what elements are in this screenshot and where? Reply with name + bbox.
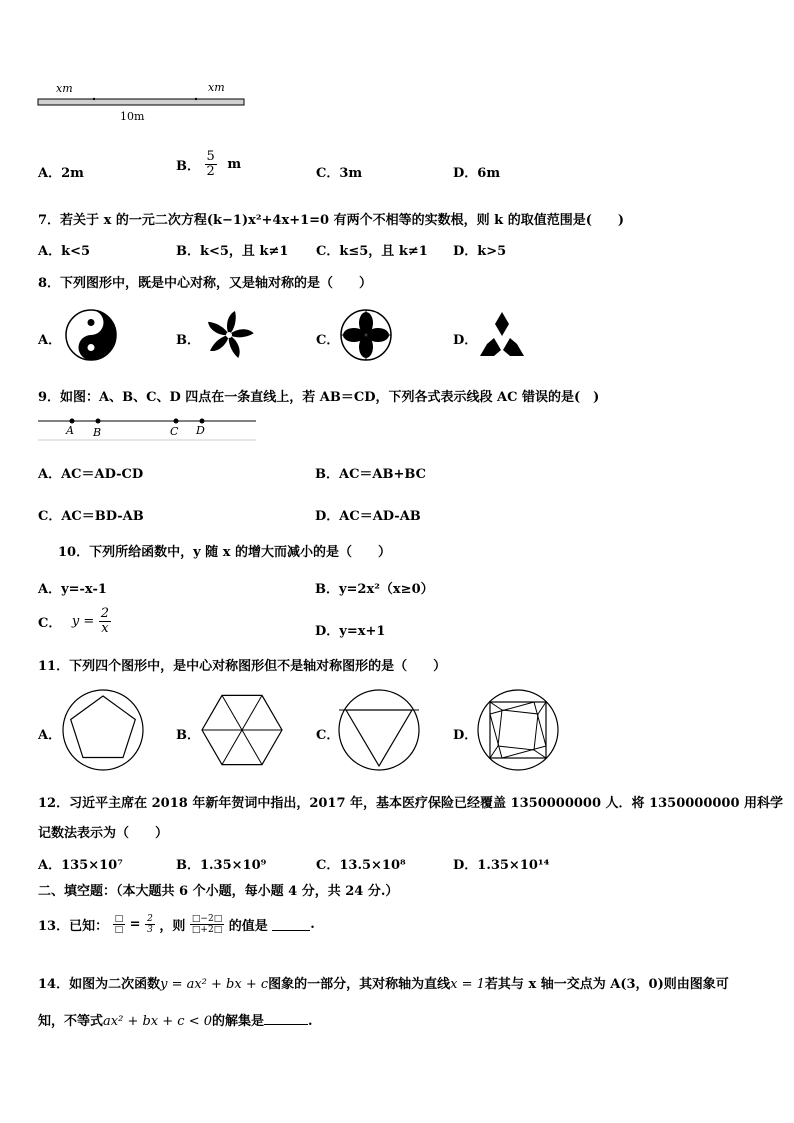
q14-answer-blank[interactable]: [264, 1012, 308, 1025]
q11-stem: 11．下列四个图形中，是中心对称图形但不是轴对称图形的是（ ）: [38, 659, 447, 674]
q10-option-c-letter: C．: [38, 616, 62, 631]
q10-option-d[interactable]: D．y=x+1: [315, 624, 386, 639]
q8-stem: 8．下列图形中，既是中心对称，又是轴对称的是（ ）: [38, 276, 373, 291]
q10-option-c-lhs: y =: [71, 614, 95, 629]
q9-stem: 9．如图：A、B、C、D 四点在一条直线上，若 AB＝CD，下列各式表示线段 AC 错误的是( ): [38, 390, 600, 405]
yin-yang-icon: [64, 308, 118, 362]
q12-option-a[interactable]: A．135×10⁷: [38, 858, 123, 873]
q14-line1-c: 若其与 x 轴一交点为 A(3，0)则由图象可: [484, 977, 729, 992]
q7-option-a[interactable]: A．k<5: [38, 244, 91, 259]
q9-option-c[interactable]: C．AC＝BD-AB: [38, 509, 144, 524]
hexagon-triangles-icon: [199, 690, 285, 770]
point-label-b: B: [93, 426, 102, 439]
square-pinwheel-in-circle-icon: [476, 688, 560, 772]
section-heading: 二、填空题：（本大题共 6 个小题，每小题 4 分，共 24 分.）: [38, 884, 399, 899]
q6-option-b-unit: m: [227, 157, 242, 172]
q6-option-b-fraction: [205, 150, 217, 179]
q8-option-d[interactable]: D．: [453, 333, 478, 348]
q7-option-d[interactable]: D．k>5: [453, 244, 507, 259]
q13-suffix: 的值是: [228, 919, 268, 934]
q13-f2-num: 2: [147, 914, 153, 924]
q13-prefix: 13．已知：: [38, 919, 109, 934]
triangle-in-circle-icon: [337, 688, 421, 772]
point-label-a: A: [66, 424, 74, 437]
q7-option-b[interactable]: B．k<5，且 k≠1: [176, 244, 289, 259]
q14-line2-a: 知，不等式: [38, 1014, 104, 1029]
q13: 13．已知： $\frac{□}{□}$ = $\frac{2}{3}$ ，则 $\frac{□-2□}{□+2□}$ 的值是 .: [38, 914, 315, 935]
q14-line1-expr: y = ax² + bx + c: [160, 977, 269, 992]
label-length: 10m: [120, 110, 145, 123]
point-label-d: D: [196, 424, 205, 437]
q9-option-b[interactable]: B．AC＝AB+BC: [315, 467, 426, 482]
q14-line1: [38, 973, 729, 992]
pentagon-in-circle-icon: [61, 688, 145, 772]
q6-option-c[interactable]: C．3m: [316, 166, 363, 181]
q10-c-num: 2: [100, 606, 110, 621]
q6-option-d[interactable]: D．6m: [453, 166, 501, 181]
q10-c-den: x: [101, 621, 109, 636]
q10-option-c-fraction: [99, 607, 111, 636]
three-diamonds-icon: [476, 310, 528, 358]
q13-fraction-1: [113, 914, 126, 935]
q11-option-d[interactable]: D．: [453, 728, 478, 743]
q10-stem: 10．下列所给函数中，y 随 x 的增大而减小的是（ ）: [58, 545, 391, 560]
point-label-c: C: [170, 425, 179, 438]
q12-option-b[interactable]: B．1.35×10⁹: [176, 858, 267, 873]
q13-f1-den: □: [114, 925, 124, 935]
q7-option-c[interactable]: C．k≤5，且 k≠1: [316, 244, 428, 259]
q6-b-den: 2: [206, 164, 215, 179]
q14-line2: 知，不等式ax² + bx + c < 0的解集是 .: [38, 1014, 313, 1029]
four-leaf-circle-icon: [339, 308, 393, 362]
q6-option-a[interactable]: A．2m: [38, 166, 84, 181]
q6-option-b-letter: B．: [176, 159, 200, 174]
q12-stem-line1: 12．习近平主席在 2018 年新年贺词中指出，2017 年，基本医疗保险已经覆盖 1350000000 人．将 1350000000 用科学: [38, 796, 784, 811]
label-xm-left: xm: [56, 82, 73, 95]
q8-option-b[interactable]: B．: [176, 333, 200, 348]
q10-option-c[interactable]: [38, 607, 111, 636]
q11-option-c[interactable]: C．: [316, 728, 340, 743]
q14-line2-expr: ax² + bx + c < 0: [103, 1014, 212, 1029]
q9-option-d[interactable]: D．AC＝AD-AB: [315, 509, 421, 524]
q11-option-b[interactable]: B．: [176, 728, 200, 743]
q13-answer-blank[interactable]: [272, 918, 310, 931]
q13-eq: =: [129, 917, 141, 932]
q8-option-a[interactable]: A．: [38, 333, 62, 348]
q13-fraction-3: [190, 914, 224, 935]
q7-stem: 7．若关于 x 的一元二次方程(k−1)x²+4x+1=0 有两个不相等的实数根，则 k 的取值范围是( ): [38, 213, 624, 228]
q13-mid: ，则: [159, 919, 186, 934]
q6-b-num: 5: [206, 149, 215, 164]
q10-option-b[interactable]: B．y=2x²（x≥0）: [315, 582, 434, 597]
q12-option-d[interactable]: D．1.35×10¹⁴: [453, 858, 550, 873]
q14-line1-a: 14．如图为二次函数: [38, 977, 161, 992]
label-xm-right: xm: [208, 81, 225, 94]
q13-fraction-2: [145, 914, 155, 935]
q12-stem-line2: 记数法表示为（ ）: [38, 826, 169, 841]
q10-option-a[interactable]: A．y=-x-1: [38, 582, 107, 597]
q14-line1-axis: x = 1: [450, 977, 485, 992]
pinwheel-flower-icon: [202, 308, 256, 362]
q14-line2-b: 的解集是: [212, 1014, 265, 1029]
q14-line1-b: 图象的一部分，其对称轴为直线: [268, 977, 451, 992]
q13-f2-den: 3: [147, 925, 153, 935]
q13-f3-den: □+2□: [191, 925, 223, 935]
q11-option-a[interactable]: A．: [38, 728, 62, 743]
q13-f1-num: □: [114, 914, 124, 924]
q6-option-b[interactable]: [176, 150, 241, 179]
q8-option-c[interactable]: C．: [316, 333, 340, 348]
q9-option-a[interactable]: A．AC＝AD-CD: [38, 467, 144, 482]
q13-f3-num: □−2□: [191, 914, 223, 924]
q12-option-c[interactable]: C．13.5×10⁸: [316, 858, 406, 873]
